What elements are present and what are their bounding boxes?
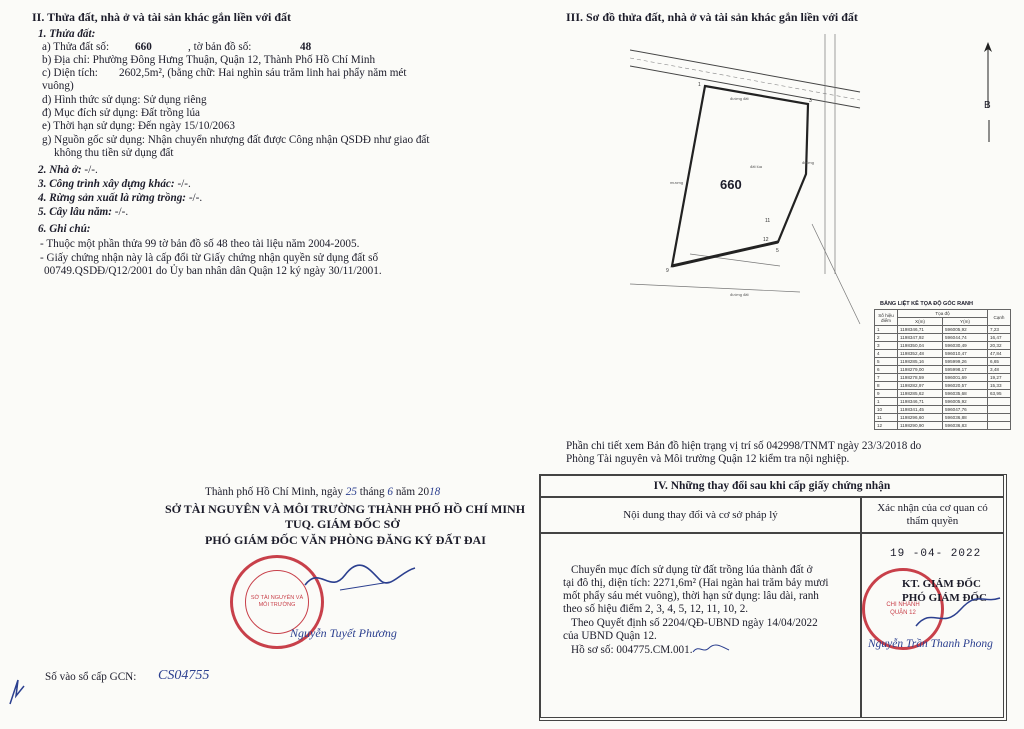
address: b) Địa chỉ: Phường Đông Hưng Thuận, Quận 12, Thành Phố Hồ Chí Minh — [42, 54, 376, 66]
col1-header: Nội dung thay đổi và cơ sở pháp lý — [623, 509, 778, 521]
confirm-signer: Nguyễn Trần Thanh Phong — [868, 638, 993, 650]
pen-mark-icon — [6, 676, 28, 708]
confirm-role-2: PHÓ GIÁM ĐỐC — [902, 592, 987, 604]
confirm-role-1: KT. GIÁM ĐỐC — [902, 578, 981, 590]
land-origin: g) Nguồn gốc sử dụng: Nhận chuyển nhượng đất được Công nhận QSDĐ như giao đất — [42, 134, 430, 146]
change-content-cell — [540, 533, 861, 718]
coords-cell-y: 596005,92 — [943, 398, 988, 406]
coords-cell-point: 1 — [875, 398, 898, 406]
coords-cell-x: 1198352,48 — [898, 350, 943, 358]
coords-cell-edge — [988, 398, 1011, 406]
coords-row — [875, 366, 1011, 374]
confirmation-cell — [861, 533, 1004, 718]
house-heading: 2. Nhà ở: — [38, 164, 82, 176]
year-label: năm 20 — [395, 486, 430, 498]
signature-1-icon — [300, 560, 420, 600]
change-line-4: theo số hiệu điểm 2, 3, 4, 5, 12, 11, 10, 2. — [563, 603, 749, 615]
svg-text:đường đất: đường đất — [730, 96, 749, 101]
coords-cell-point: 4 — [875, 350, 898, 358]
use-form: d) Hình thức sử dụng: Sử dụng riêng — [42, 94, 207, 106]
section-3-title: III. Sơ đồ thửa đất, nhà ở và tài sản khác gắn liền với đất — [566, 10, 858, 24]
svg-text:đất lúa: đất lúa — [750, 164, 763, 169]
change-line-2: tại đô thị, diện tích: 2271,6m² (Hai ngàn hai trăm bảy mươi — [563, 577, 829, 589]
coords-cell-y: 596036,88 — [943, 414, 988, 422]
coords-table — [874, 309, 1011, 430]
construction-value: -/-. — [174, 178, 191, 190]
coords-cell-x: 1198296,60 — [898, 414, 943, 422]
coords-cell-edge: 63,95 — [988, 390, 1011, 398]
coords-cell-edge: 16,47 — [988, 334, 1011, 342]
parcel-number: 660 — [135, 41, 152, 53]
area-continued: vuông) — [42, 80, 74, 92]
initials-icon — [691, 642, 731, 656]
map-number: 48 — [300, 41, 312, 53]
coords-cell-edge — [988, 414, 1011, 422]
coords-header-y: Y(m) — [943, 318, 988, 326]
coords-cell-y: 596010,47 — [943, 350, 988, 358]
coords-cell-edge: 6,65 — [988, 358, 1011, 366]
file-number: Hồ sơ số: 004775.CM.001. — [571, 644, 693, 656]
area-value: 2602,5m², (bằng chữ: Hai nghìn sáu trăm linh hai phẩy năm mét — [119, 67, 407, 79]
section-4-title: IV. Những thay đổi sau khi cấp giấy chứng nhận — [653, 480, 891, 492]
coords-cell-x: 1198347,92 — [898, 334, 943, 342]
notes-heading: 6. Ghi chú: — [38, 223, 91, 235]
svg-text:12: 12 — [763, 237, 769, 243]
construction-heading: 3. Công trình xây dựng khác: — [38, 178, 175, 190]
svg-text:đường: đường — [802, 160, 814, 165]
coords-header-edge: Cạnh — [988, 310, 1011, 326]
sign-year: 18 — [429, 486, 441, 498]
svg-text:3: 3 — [809, 98, 812, 104]
coords-row — [875, 422, 1011, 430]
coords-cell-point: 1 — [875, 326, 898, 334]
place-date-prefix: Thành phố Hồ Chí Minh, ngày — [205, 486, 343, 498]
coords-cell-edge — [988, 406, 1011, 414]
coords-cell-y: 596035,68 — [943, 390, 988, 398]
coords-row — [875, 326, 1011, 334]
changes-table — [539, 474, 1007, 721]
coords-row — [875, 334, 1011, 342]
change-line-3: mốt phẩy sáu mét vuông), thời hạn sử dụng: lâu dài, ranh — [563, 590, 819, 602]
coords-header-point: Số hiệu điểm — [875, 310, 898, 326]
section-2-title: II. Thửa đất, nhà ở và tài sản khác gắn liền với đất — [32, 10, 292, 24]
detail-note-continued: Phòng Tài nguyên và Môi trường Quận 12 kiểm tra nội nghiệp. — [566, 453, 850, 465]
signer-role-2: PHÓ GIÁM ĐỐC VĂN PHÒNG ĐĂNG KÝ ĐẤT ĐAI — [205, 533, 486, 547]
coords-cell-y: 596020,57 — [943, 382, 988, 390]
confirm-date: 19 -04- 2022 — [890, 548, 982, 560]
coords-cell-y: 596030,49 — [943, 342, 988, 350]
coords-cell-x: 1198341,45 — [898, 406, 943, 414]
house-value: -/-. — [81, 164, 98, 176]
north-mark: B — [984, 100, 991, 111]
north-arrow-tail-icon — [985, 120, 993, 142]
coords-cell-edge: 15,33 — [988, 382, 1011, 390]
parcel-diagram — [630, 34, 875, 334]
coords-row — [875, 390, 1011, 398]
issuing-org: SỞ TÀI NGUYÊN VÀ MÔI TRƯỜNG THÀNH PHỐ HỒ CHÍ MINH — [165, 502, 526, 516]
confirm-stamp-text: CHI NHÁNH QUẬN 12 — [886, 602, 920, 616]
signature-2-icon — [912, 596, 1002, 636]
forest-value: -/-. — [186, 192, 203, 204]
register-label: Số vào sổ cấp GCN: — [45, 671, 137, 683]
coords-cell-point: 3 — [875, 342, 898, 350]
coords-cell-x: 1198346,71 — [898, 398, 943, 406]
coords-cell-edge — [988, 422, 1011, 430]
coords-cell-x: 1198279,00 — [898, 366, 943, 374]
stamp-text: SỞ TÀI NGUYÊN VÀ MÔI TRƯỜNG — [250, 595, 304, 608]
note-2-continued: 00749.QSDĐ/Q12/2001 do Ủy ban nhân dân Quận 12 ký ngày 30/11/2001. — [44, 265, 382, 277]
coords-cell-edge: 7,23 — [988, 326, 1011, 334]
coords-cell-point: 2 — [875, 334, 898, 342]
coords-cell-y: 596036,83 — [943, 422, 988, 430]
coords-cell-point: 9 — [875, 390, 898, 398]
register-number: CS04755 — [158, 668, 210, 683]
svg-text:11: 11 — [765, 218, 771, 224]
coords-cell-y: 595999,26 — [943, 358, 988, 366]
parcel-label: a) Thửa đất số: — [42, 41, 110, 53]
svg-text:9: 9 — [666, 268, 669, 274]
coords-cell-y: 596001,69 — [943, 374, 988, 382]
coords-row — [875, 414, 1011, 422]
coords-cell-y: 596047,76 — [943, 406, 988, 414]
coords-cell-point: 11 — [875, 414, 898, 422]
svg-text:mương: mương — [670, 180, 684, 185]
note-1: - Thuộc một phần thửa 99 tờ bản đồ số 48 theo tài liệu năm 2004-2005. — [40, 238, 360, 250]
signer-name: Nguyễn Tuyết Phương — [290, 626, 397, 640]
coords-cell-point: 10 — [875, 406, 898, 414]
col2-header-cell — [861, 497, 1004, 533]
coords-header-x: X(m) — [898, 318, 943, 326]
coords-row — [875, 398, 1011, 406]
coords-cell-point: 6 — [875, 366, 898, 374]
coords-cell-x: 1198282,97 — [898, 382, 943, 390]
svg-text:1: 1 — [698, 82, 701, 88]
coords-row — [875, 358, 1011, 366]
coords-table-wrap — [874, 309, 1011, 430]
coords-cell-edge: 47,84 — [988, 350, 1011, 358]
col1-header-cell — [540, 497, 861, 533]
perennial-value: -/-. — [111, 206, 129, 218]
use-term: e) Thời hạn sử dụng: Đến ngày 15/10/2063 — [42, 120, 235, 132]
coords-cell-edge: 20,32 — [988, 342, 1011, 350]
coords-cell-y: 596044,74 — [943, 334, 988, 342]
land-origin-continued: không thu tiền sử dụng đất — [54, 147, 174, 159]
coords-cell-y: 595998,17 — [943, 366, 988, 374]
month-label: tháng — [359, 486, 385, 498]
coords-cell-x: 1198346,71 — [898, 326, 943, 334]
note-2: - Giấy chứng nhận này là cấp đổi từ Giấy chứng nhận quyền sử dụng đất số — [40, 252, 379, 264]
svg-text:5: 5 — [776, 248, 779, 254]
coords-cell-x: 1198350,04 — [898, 342, 943, 350]
coords-row — [875, 382, 1011, 390]
coords-cell-point: 5 — [875, 358, 898, 366]
coords-row — [875, 342, 1011, 350]
coords-cell-y: 596005,92 — [943, 326, 988, 334]
signer-role-1: TUQ. GIÁM ĐỐC SỞ — [285, 517, 400, 531]
coords-row — [875, 350, 1011, 358]
coords-cell-x: 1198285,16 — [898, 358, 943, 366]
parcel-diagram-label: 660 — [720, 177, 742, 192]
forest-heading: 4. Rừng sản xuất là rừng trồng: — [38, 192, 187, 204]
land-heading: 1. Thửa đất: — [38, 28, 96, 40]
coords-header-coord: Tọa độ — [898, 310, 988, 318]
decision: Theo Quyết định số 2204/QĐ-UBND ngày 14/04/2022 — [571, 617, 818, 629]
map-label: , tờ bản đồ số: — [188, 41, 252, 53]
coords-cell-point: 7 — [875, 374, 898, 382]
coords-row — [875, 406, 1011, 414]
detail-note: Phần chi tiết xem Bản đồ hiện trạng vị trí số 042998/TNMT ngày 23/3/2018 do — [566, 440, 922, 452]
svg-text:đường đất: đường đất — [730, 292, 749, 297]
coords-cell-x: 1198285,62 — [898, 390, 943, 398]
use-purpose: đ) Mục đích sử dụng: Đất trồng lúa — [42, 107, 201, 119]
sign-month: 6 — [387, 486, 394, 498]
col2-header: Xác nhận của cơ quan có thẩm quyền — [877, 502, 988, 527]
decision-continued: của UBND Quận 12. — [563, 630, 657, 642]
sign-day: 25 — [345, 486, 357, 498]
coords-cell-x: 1198278,59 — [898, 374, 943, 382]
coords-cell-point: 12 — [875, 422, 898, 430]
coords-table-title: BẢNG LIỆT KÊ TỌA ĐỘ GÓC RANH — [880, 301, 973, 307]
perennial-heading: 5. Cây lâu năm: — [38, 206, 112, 218]
changes-title-cell — [540, 475, 1004, 497]
coords-cell-edge: 3,48 — [988, 366, 1011, 374]
coords-cell-x: 1198290,90 — [898, 422, 943, 430]
coords-cell-point: 8 — [875, 382, 898, 390]
area-label: c) Diện tích: — [42, 67, 98, 79]
coords-cell-edge: 19,27 — [988, 374, 1011, 382]
change-line-1: Chuyển mục đích sử dụng từ đất trồng lúa thành đất ở — [571, 564, 813, 576]
coords-row — [875, 374, 1011, 382]
